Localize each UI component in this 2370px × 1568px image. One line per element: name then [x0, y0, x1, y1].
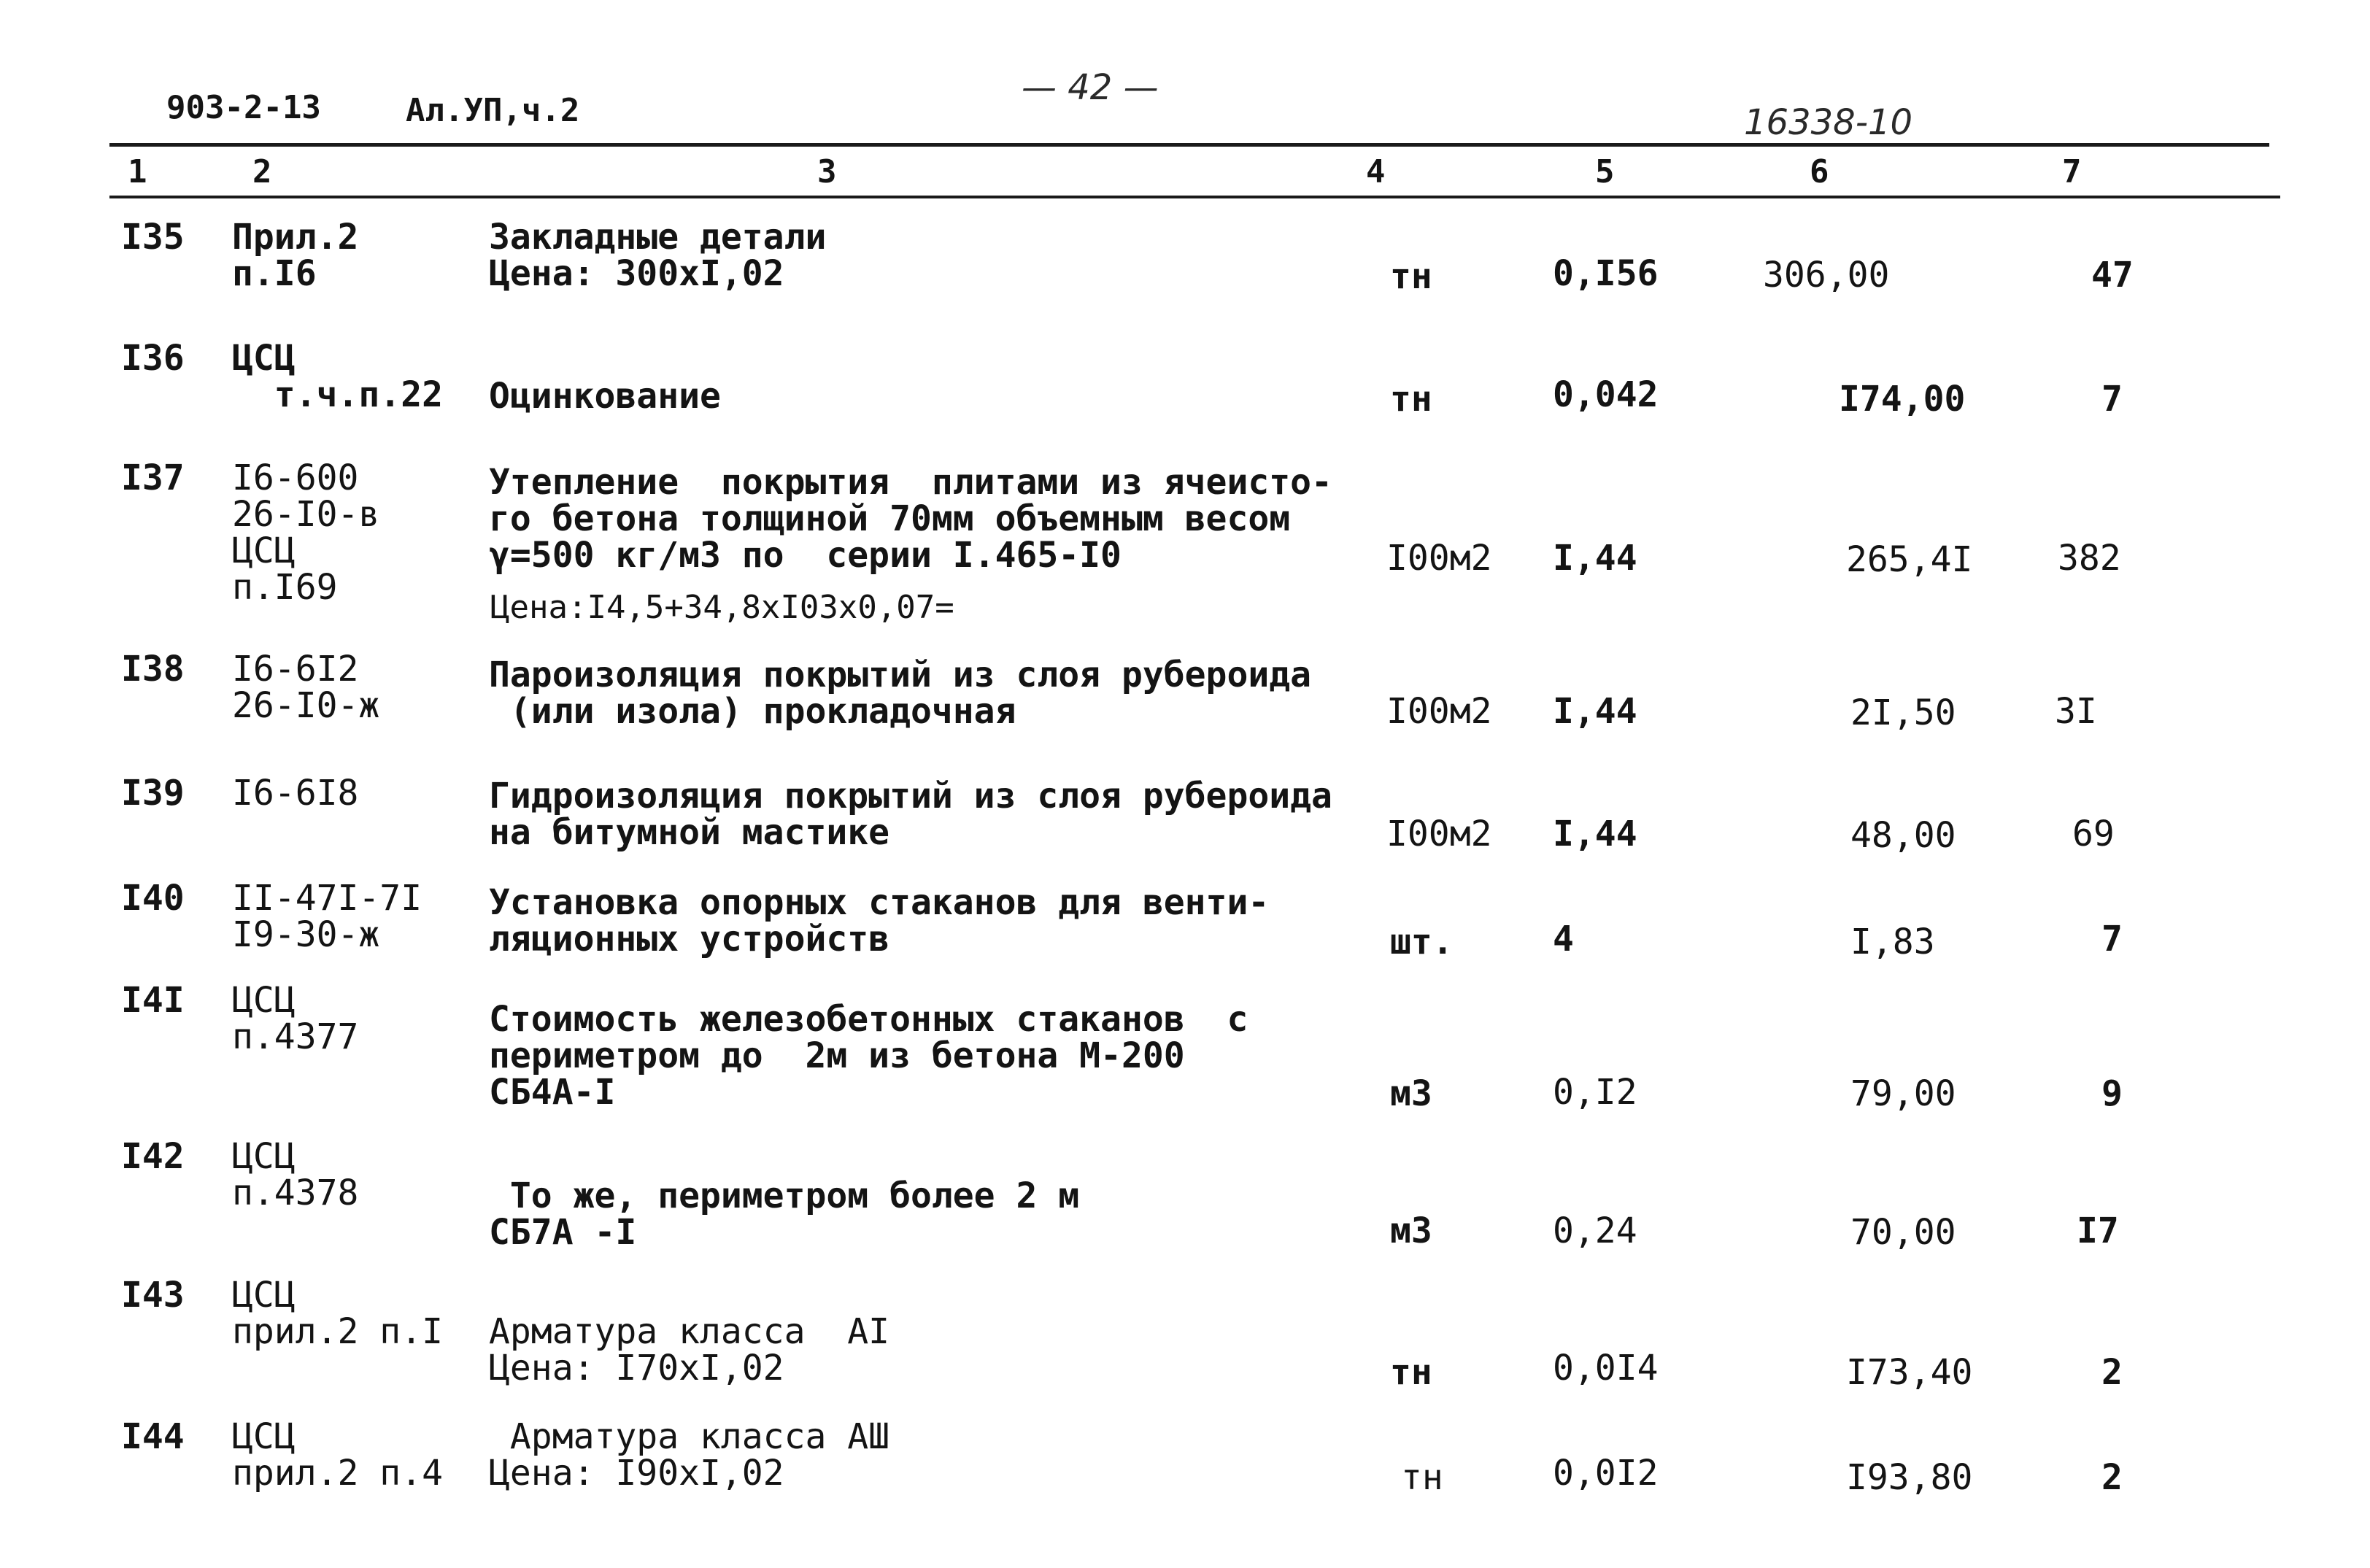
row-unit: м3	[1390, 1073, 1432, 1114]
row-quantity: 0,I56	[1553, 253, 1659, 294]
row-quantity: 4	[1553, 919, 1574, 959]
row-description: Арматура класса AI Цена: I70хI,02	[489, 1311, 890, 1389]
doc-code: 903-2-13	[166, 89, 321, 126]
row-unit-price: 265,4I	[1846, 539, 1973, 580]
row-quantity: 0,I2	[1553, 1072, 1637, 1113]
row-number: I36	[121, 338, 185, 379]
row-unit-price: 306,00	[1763, 255, 1890, 296]
row-total: 382	[2058, 538, 2121, 579]
row-total: 2	[2101, 1352, 2123, 1393]
column-number: 5	[1595, 153, 1615, 190]
row-quantity: 0,0I4	[1553, 1348, 1659, 1389]
row-number: I40	[121, 878, 185, 919]
row-unit: тн	[1390, 379, 1432, 420]
row-reference: II-47I-7I I9-30-ж	[232, 878, 422, 955]
row-number: I38	[121, 649, 185, 690]
row-description: Оцинкование	[489, 376, 721, 417]
row-price-note: Цена:I4,5+34,8хI03х0,07=	[490, 589, 954, 626]
row-unit-price: I73,40	[1846, 1352, 1973, 1393]
column-number: 3	[817, 153, 837, 190]
row-number: I4I	[121, 980, 185, 1021]
column-number: 2	[252, 153, 272, 190]
row-unit-price: 79,00	[1850, 1073, 1956, 1114]
row-unit-price: 2I,50	[1850, 692, 1956, 733]
row-unit-price: I74,00	[1839, 379, 1966, 420]
row-number: I35	[121, 217, 185, 258]
row-quantity: I,44	[1553, 691, 1637, 732]
row-unit: тн	[1390, 1352, 1432, 1393]
row-total: 2	[2101, 1457, 2123, 1498]
row-reference: I6-600 26-I0-в ЦСЦ п.I69	[232, 457, 380, 608]
album-ref: Ал.УП,ч.2	[406, 92, 580, 129]
row-description: Закладные детали Цена: 300хI,02	[489, 217, 827, 294]
row-unit: тн	[1401, 1457, 1443, 1498]
column-number: 4	[1366, 153, 1386, 190]
row-number: I43	[121, 1275, 185, 1316]
row-number: I44	[121, 1416, 185, 1457]
row-unit: тн	[1390, 256, 1432, 297]
row-quantity: 0,0I2	[1553, 1453, 1659, 1494]
row-description: Пароизоляция покрытий из слоя рубероида (или изола) прокладочная	[489, 654, 1312, 732]
sheet-code: 16338-10	[1744, 102, 1913, 143]
row-description: Установка опорных стаканов для венти- ляционных устройств	[489, 882, 1270, 959]
row-unit-price: I93,80	[1846, 1457, 1973, 1498]
row-total: 9	[2101, 1073, 2123, 1114]
row-unit-price: I,83	[1850, 922, 1935, 962]
row-unit: шт.	[1390, 922, 1454, 962]
column-number: 6	[1810, 153, 1829, 190]
row-reference: ЦСЦ п.4377	[232, 980, 359, 1057]
row-reference: I6-6I2 26-I0-ж	[232, 649, 380, 726]
row-total: 47	[2091, 255, 2134, 296]
row-number: I42	[121, 1136, 185, 1177]
row-reference: Прил.2 п.I6	[232, 217, 359, 294]
column-number: 1	[128, 153, 147, 190]
top-rule	[109, 143, 2269, 147]
page-number: — 42 —	[1022, 67, 1159, 108]
row-unit: I00м2	[1386, 538, 1492, 579]
header-rule	[109, 196, 2280, 198]
row-unit: I00м2	[1386, 691, 1492, 732]
row-reference: ЦСЦ т.ч.п.22	[232, 338, 443, 415]
row-unit-price: 48,00	[1850, 815, 1956, 856]
row-total: I7	[2077, 1210, 2119, 1251]
column-number: 7	[2062, 153, 2082, 190]
row-description: То же, периметром более 2 м СБ7А -I	[489, 1175, 1080, 1253]
row-unit: I00м2	[1386, 814, 1492, 854]
row-description: Арматура класса AШ Цена: I90хI,02	[489, 1416, 890, 1494]
row-unit: м3	[1390, 1210, 1432, 1251]
row-number: I37	[121, 457, 185, 498]
row-unit-price: 70,00	[1850, 1212, 1956, 1253]
row-reference: ЦСЦ прил.2 п.I	[232, 1275, 443, 1352]
row-reference: ЦСЦ п.4378	[232, 1136, 359, 1213]
row-total: 69	[2072, 814, 2115, 854]
row-description: Гидроизоляция покрытий из слоя рубероида на битумной мастике	[489, 776, 1332, 853]
row-reference: I6-6I8	[232, 773, 359, 814]
row-total: 7	[2101, 919, 2123, 959]
row-description: Утепление покрытия плитами из ячеисто- го бетона толщиной 70мм объемным весом γ=500 кг/м3 по серии I.465-I0	[489, 462, 1332, 576]
row-quantity: I,44	[1553, 814, 1637, 854]
row-total: 7	[2101, 379, 2123, 420]
row-quantity: I,44	[1553, 538, 1637, 579]
row-description: Стоимость железобетонных стаканов с периметром до 2м из бетона М-200 СБ4А-I	[489, 999, 1248, 1113]
row-total: 3I	[2055, 691, 2097, 732]
row-number: I39	[121, 773, 185, 814]
row-quantity: 0,24	[1553, 1210, 1637, 1251]
row-reference: ЦСЦ прил.2 п.4	[232, 1416, 443, 1494]
row-quantity: 0,042	[1553, 374, 1659, 415]
